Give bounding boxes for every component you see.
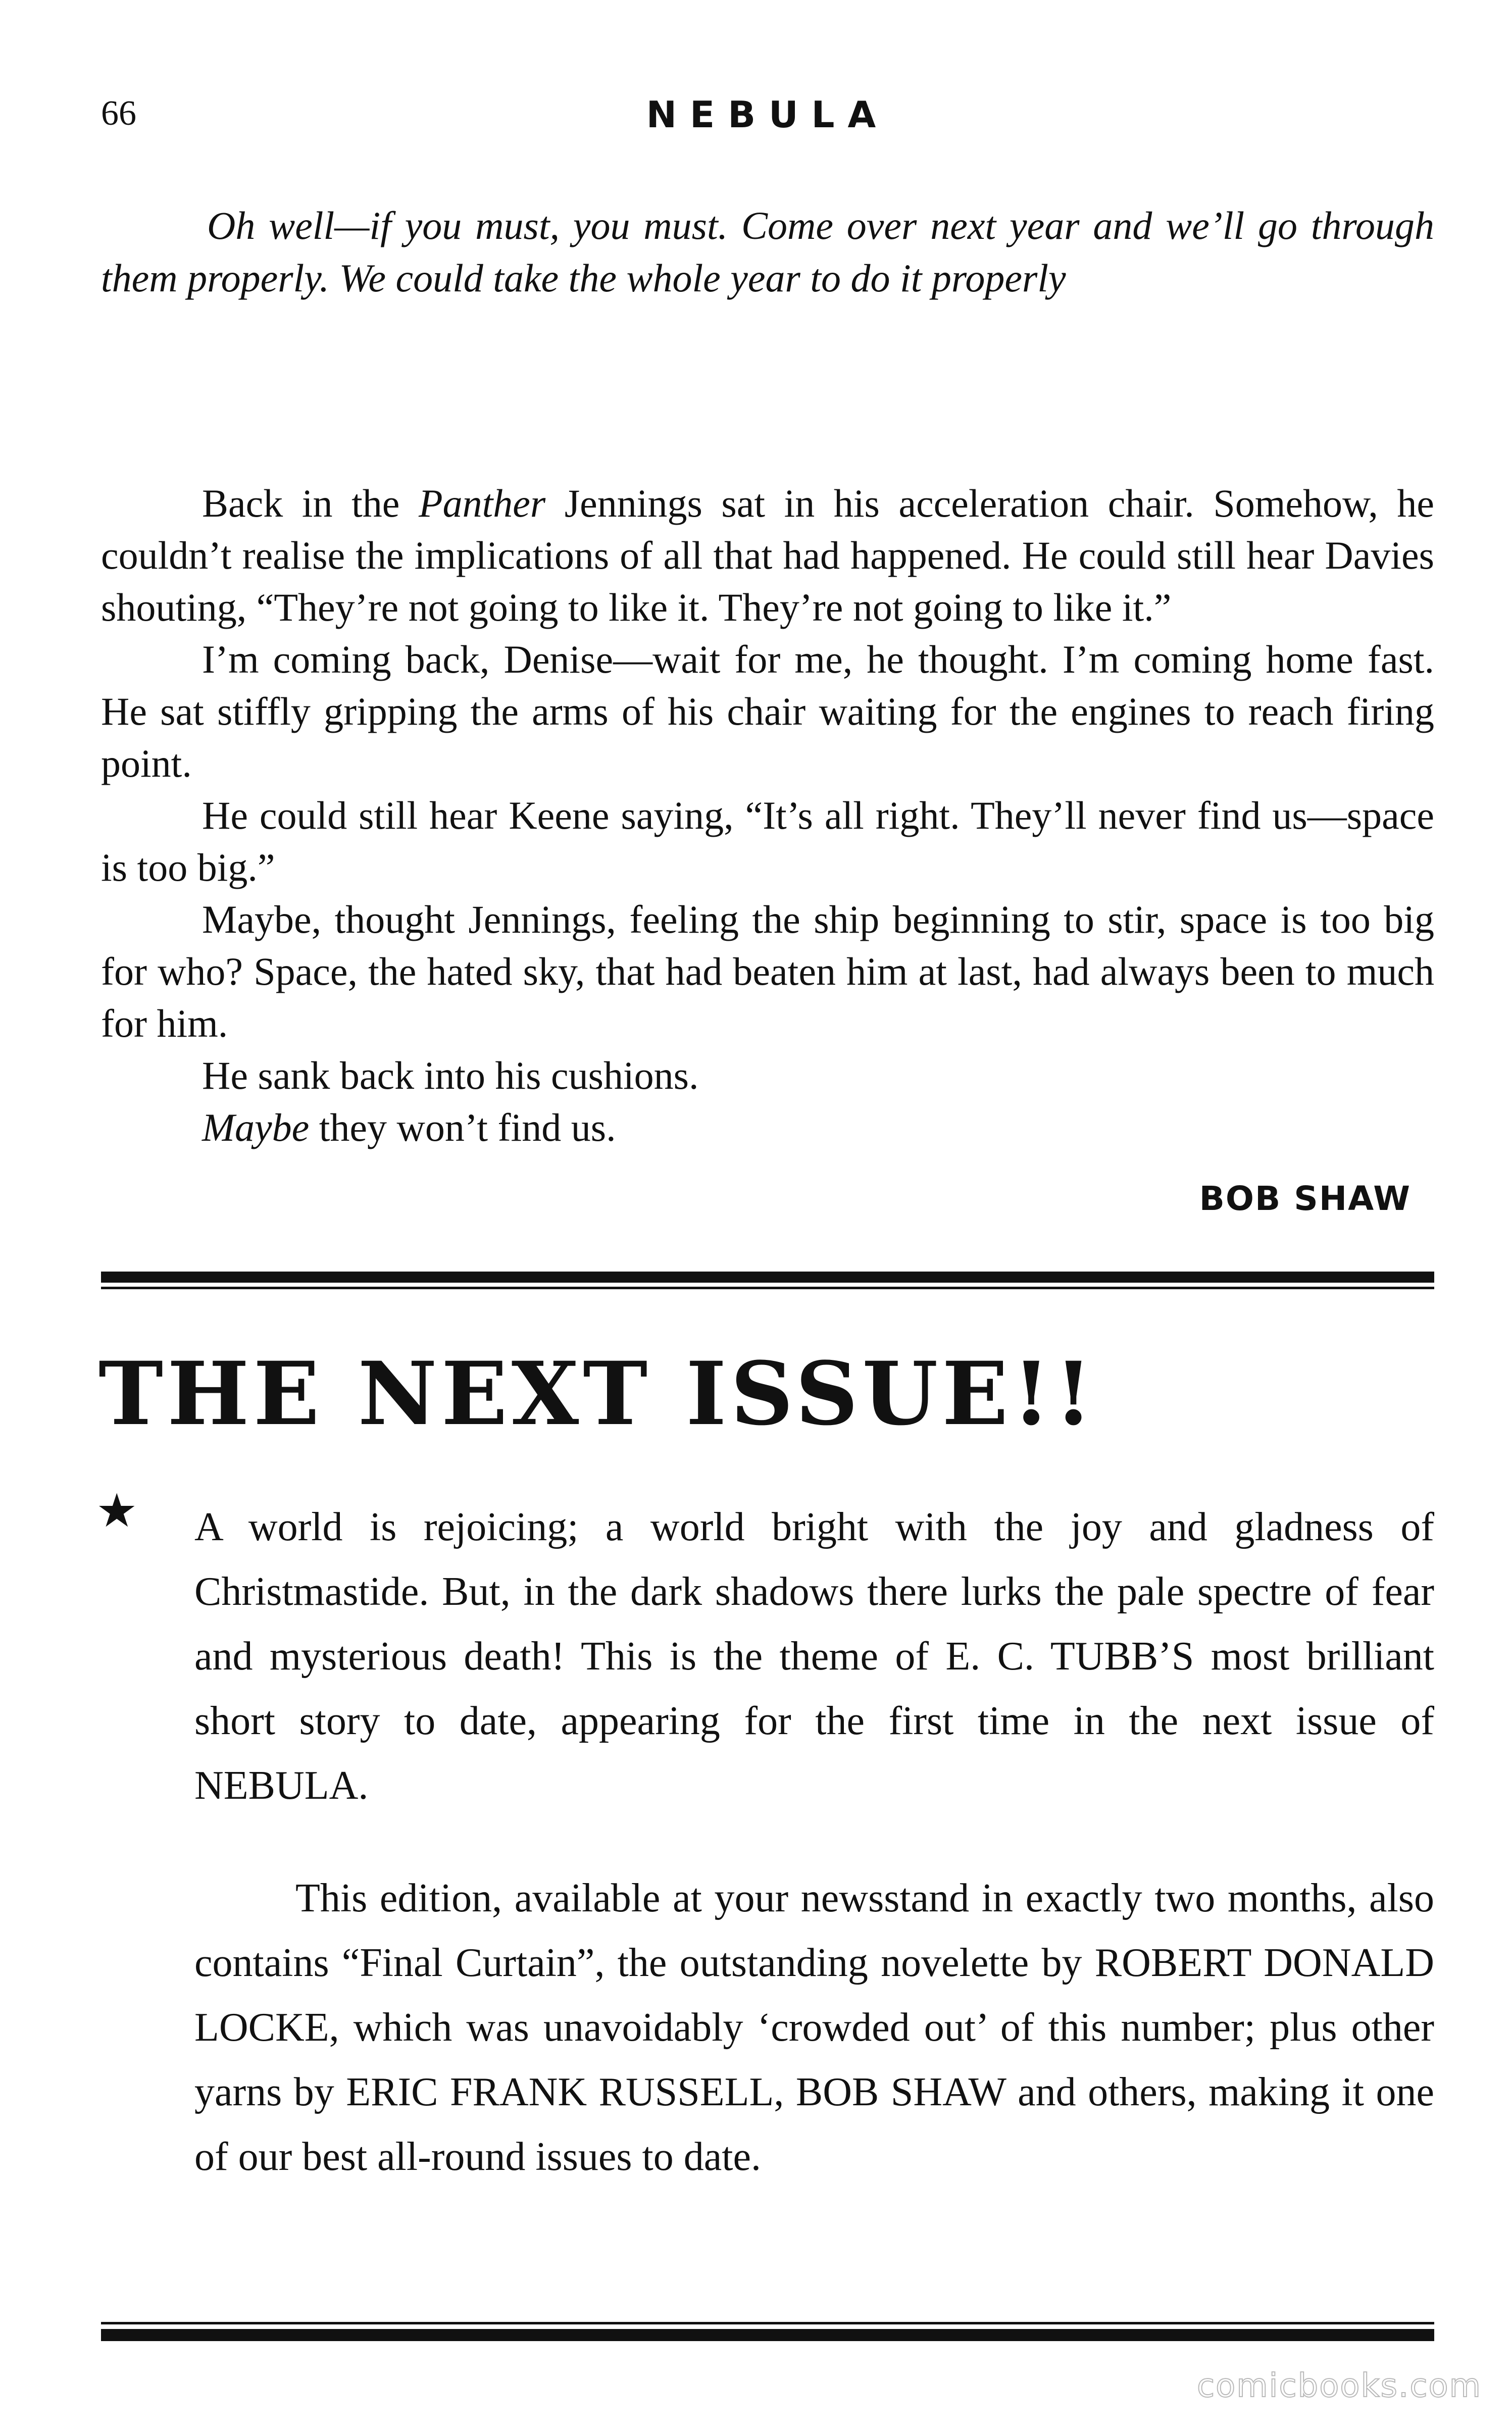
italic-paragraph: Oh well—if you must, you must. Come over next year and we’ll go through them properly. We could take the whole year to do it properly bbox=[101, 204, 1434, 300]
section-divider-thick bbox=[101, 1272, 1434, 1283]
text-span: Back in the bbox=[202, 481, 419, 525]
blurb-paragraph: A world is rejoicing; a world bright with the joy and gladness of Christmastide. But, in the dark shadows there lurks the pale spectre of fear and mysterious death! This is the theme of E. C. TUBB’S most brilliant short story to date, appearing for the first time in the next issue of NEBULA. bbox=[194, 1505, 1434, 1808]
italic-word: Maybe bbox=[202, 1105, 310, 1149]
next-issue-headline: THE NEXT ISSUE!! bbox=[98, 1342, 1097, 1445]
ship-name: Panther bbox=[418, 481, 546, 525]
italic-quote-block bbox=[101, 199, 1434, 305]
footer-divider-thick bbox=[101, 2329, 1434, 2341]
watermark-logo: comicbooks.com bbox=[1196, 2367, 1482, 2405]
section-divider-thin bbox=[101, 1287, 1434, 1289]
star-icon: ★ bbox=[96, 1484, 138, 1538]
story-paragraph: I’m coming back, Denise—wait for me, he thought. I’m coming home fast. He sat stiffly gripping the arms of his chair waiting for the engines to reach firing point. bbox=[101, 637, 1434, 785]
story-paragraph: Maybe, thought Jennings, feeling the ship beginning to stir, space is too big for who? Space, the hated sky, that had beaten him at last, had always been to much for him. bbox=[101, 897, 1434, 1045]
next-issue-contents bbox=[194, 1866, 1434, 2189]
magazine-title: NEBULA bbox=[646, 93, 889, 136]
blurb-paragraph: This edition, available at your newsstand in exactly two months, also contains “Final Curtain”, the outstanding novelette by ROBERT DONALD LOCKE, which was unavoidably ‘crowded out’ of this number; plus other yarns by ERIC FRANK RUSSELL, BOB SHAW and others, making it one of our best all-round issues to date. bbox=[194, 1876, 1434, 2179]
page-number: 66 bbox=[101, 94, 136, 133]
next-issue-blurb bbox=[194, 1495, 1434, 1818]
text-span: Jennings sat in his acceleration chair. Somehow, he couldn’t realise the implications of all that had happened. He could still hear Davies shouting, “They’re not going to like it. They’re not going to like it.” bbox=[101, 481, 1435, 629]
footer-divider-thin bbox=[101, 2322, 1434, 2324]
story-paragraph bbox=[101, 477, 1434, 633]
story-paragraph bbox=[101, 1101, 1434, 1153]
story-paragraph: He could still hear Keene saying, “It’s all right. They’ll never find us—space is too big.” bbox=[101, 793, 1434, 889]
text-span: they won’t find us. bbox=[309, 1105, 616, 1149]
author-byline: BOB SHAW bbox=[1199, 1179, 1411, 1218]
story-paragraph: He sank back into his cushions. bbox=[202, 1053, 699, 1097]
page-header bbox=[101, 93, 1434, 149]
story-ending bbox=[101, 477, 1434, 1153]
